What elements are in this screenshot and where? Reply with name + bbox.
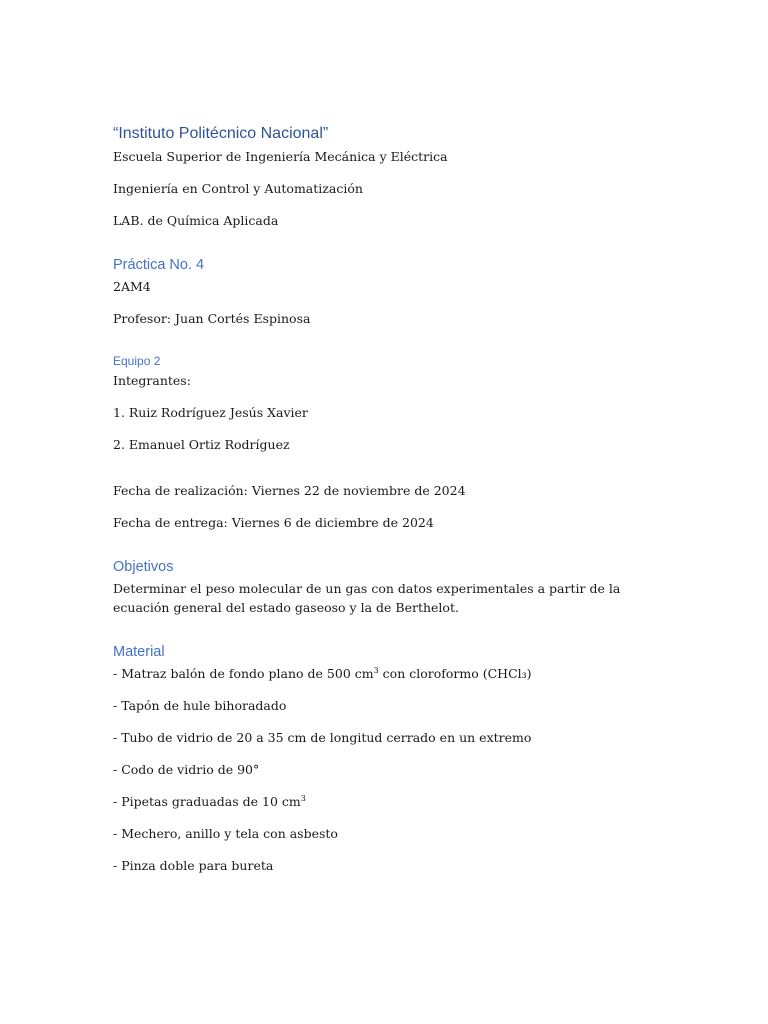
- material-text: - Pipetas graduadas de 10 cm: [113, 794, 301, 809]
- professor-line: Profesor: Juan Cortés Espinosa: [113, 311, 311, 326]
- material-item: - Tubo de vidrio de 20 a 35 cm de longitud cerrado en un extremo: [113, 730, 532, 745]
- practice-heading: Práctica No. 4: [113, 257, 205, 273]
- objectives-heading: Objetivos: [113, 559, 174, 575]
- program-line: Ingeniería en Control y Automatización: [113, 181, 363, 196]
- document-page: [113, 124, 653, 888]
- material-text: con cloroformo (CHCl₃): [378, 666, 532, 681]
- material-item: [113, 664, 653, 683]
- date-performed: Fecha de realización: Viernes 22 de noviembre de 2024: [113, 483, 466, 498]
- member-item: 1. Ruiz Rodríguez Jesús Xavier: [113, 405, 308, 420]
- material-item: - Pinza doble para bureta: [113, 858, 274, 873]
- group-line: 2AM4: [113, 279, 151, 294]
- superscript: 3: [373, 665, 379, 675]
- objectives-text: Determinar el peso molecular de un gas con datos experimentales a partir de la ecuación general del estado gaseoso y la de Berthelot.: [113, 581, 621, 615]
- date-due: Fecha de entrega: Viernes 6 de diciembre de 2024: [113, 515, 434, 530]
- material-item: [113, 792, 653, 811]
- material-text: - Matraz balón de fondo plano de 500 cm: [113, 666, 374, 681]
- lab-line: LAB. de Química Aplicada: [113, 213, 279, 228]
- member-item: 2. Emanuel Ortiz Rodríguez: [113, 437, 290, 452]
- material-item: - Codo de vidrio de 90°: [113, 762, 260, 777]
- team-heading: Equipo 2: [113, 354, 161, 368]
- material-item: - Tapón de hule bihoradado: [113, 698, 287, 713]
- school-line: Escuela Superior de Ingeniería Mecánica y Eléctrica: [113, 149, 448, 164]
- material-heading: Material: [113, 644, 165, 660]
- material-item: - Mechero, anillo y tela con asbesto: [113, 826, 338, 841]
- superscript: 3: [300, 793, 306, 803]
- members-label: Integrantes:: [113, 373, 191, 388]
- document-title: “Instituto Politécnico Nacional”: [113, 125, 329, 142]
